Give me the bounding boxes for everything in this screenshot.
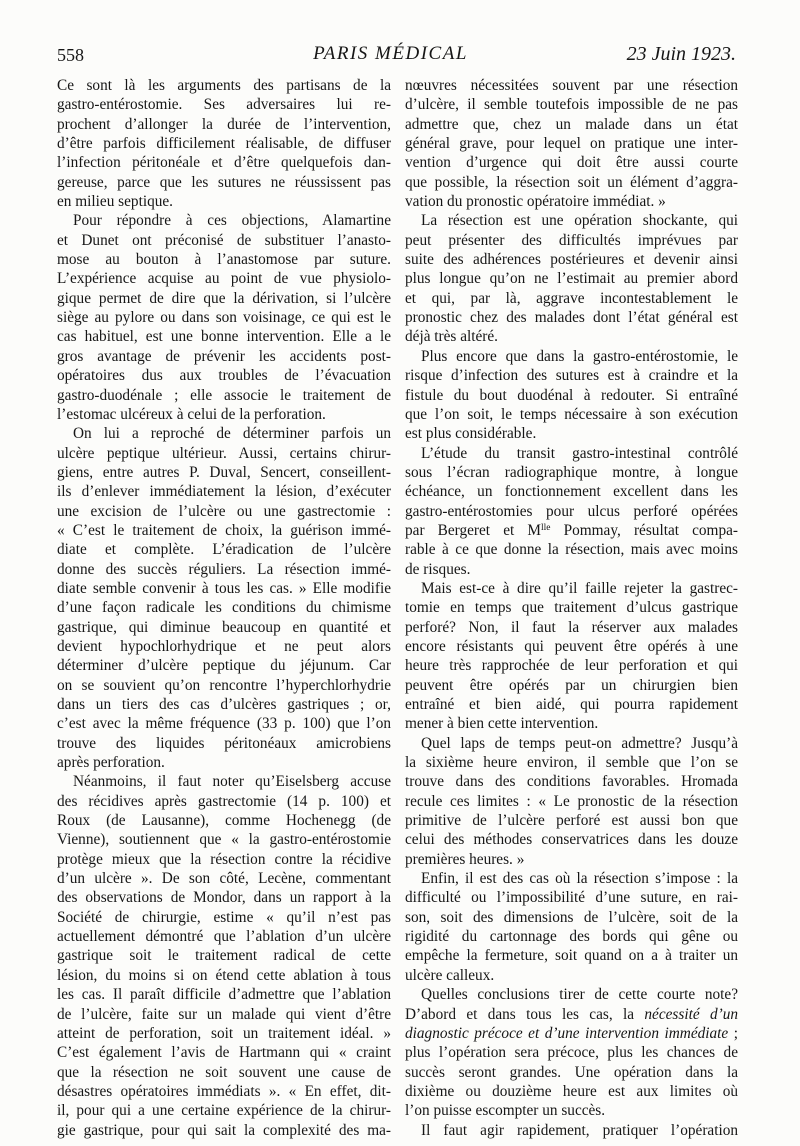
paragraph bbox=[405, 985, 738, 1120]
text-line: tomie en temps que traitement d’ulcus gastrique bbox=[405, 599, 738, 617]
text-line: L’étude du transit gastro-intestinal contrôlé bbox=[421, 444, 738, 462]
text-line: succès seront grandes. Une opération dans la bbox=[405, 1063, 738, 1081]
text-run: D’abord et dans tous les cas, la bbox=[405, 1005, 645, 1023]
text-line: Ce sont là les arguments des partisans de la bbox=[57, 77, 391, 94]
text-line: déterminer d’ulcère peptique du jéjunum. Car bbox=[57, 657, 391, 675]
paragraph bbox=[405, 76, 738, 211]
text-line: premières heures. » bbox=[405, 850, 525, 868]
text-line: « C’est le traitement de choix, la guérison immé- bbox=[57, 521, 391, 539]
text-line: et qui, par là, aggrave incontestablement le bbox=[405, 289, 738, 307]
text-line: est plus considérable. bbox=[405, 425, 537, 443]
text-line: gros avantage de prévenir les accidents post- bbox=[57, 347, 391, 365]
text-line: vention d’urgence qui doit être aussi courte bbox=[405, 154, 738, 172]
text-line: plus l’opération sera précoce, plus les chances de bbox=[405, 1044, 738, 1062]
text-line: C’est également l’avis de Hartmann qui « craint bbox=[57, 1044, 391, 1062]
paragraph bbox=[405, 211, 738, 346]
paragraph bbox=[57, 772, 391, 1140]
text-line: échéance, un fonctionnement excellent dans les bbox=[405, 483, 738, 501]
text-line: cas habituel, est une bonne intervention. Elle a le bbox=[57, 328, 391, 346]
paragraph bbox=[405, 1121, 738, 1140]
text-line: admettre que, chez un malade dans un état bbox=[405, 115, 738, 133]
text-line: Quel laps de temps peut-on admettre? Jusqu’à bbox=[421, 734, 738, 752]
text-line: ulcère peptique ultérieur. Aussi, certains chirur- bbox=[57, 444, 391, 462]
text-line: que la résection ne soit souvent une cause de bbox=[57, 1063, 391, 1081]
text-line: l’infection péritonéale et d’être quelquefois dan- bbox=[57, 154, 391, 172]
text-line: nœuvres nécessitées souvent par une résection bbox=[405, 77, 738, 94]
text-line: suite des adhérences postérieures et devenir ainsi bbox=[405, 251, 738, 269]
paragraph bbox=[405, 869, 738, 985]
text-run: par Bergeret et M bbox=[405, 521, 541, 539]
text-line: l’estomac ulcéreux à celui de la perforation. bbox=[57, 405, 326, 423]
text-line: vation du pronostic opératoire immédiat. » bbox=[405, 193, 666, 211]
italic-text: diagnostic précoce et d’une intervention immédiate bbox=[405, 1024, 729, 1042]
text-line: d’un ulcère ». De son côté, Lecène, commentant bbox=[57, 870, 391, 888]
text-line: trouve des liquides péritonéaux amicrobiens bbox=[57, 734, 391, 752]
text-line: gie gastrique, pour qui sait la complexité des ma- bbox=[57, 1121, 391, 1139]
paragraph bbox=[57, 424, 391, 772]
text-line: pronostic chez des malades dont l’état général est bbox=[405, 309, 738, 327]
text-line: les cas. Il paraît difficile d’admettre que l’ablation bbox=[57, 986, 391, 1004]
text-line: que possible, la résection soit un élément d’aggra- bbox=[405, 173, 738, 191]
text-line: en milieu septique. bbox=[57, 193, 173, 211]
text-line: son, soit des dimensions de l’ulcère, soit de la bbox=[405, 908, 738, 926]
text-line: ils d’enlever immédiatement la lésion, d’exécuter bbox=[57, 483, 391, 501]
text-line: et Dunet ont préconisé de substituer l’anasto- bbox=[57, 231, 391, 249]
text-line: Roux (de Lausanne), comme Hochenegg (de bbox=[57, 812, 391, 830]
text-line: donne des succès réguliers. La résection immé- bbox=[57, 560, 391, 578]
text-line: Vienne), soutiennent que « la gastro-entérostomie bbox=[57, 831, 391, 849]
paragraph bbox=[405, 579, 738, 734]
text-line: que l’on soit, le temps nécessaire à son exécution bbox=[405, 405, 738, 423]
text-line: Enfin, il est des cas où la résection s’impose : la bbox=[421, 870, 738, 888]
text-line: désastres opératoires immédiats ». « En effet, dit- bbox=[57, 1082, 391, 1100]
paragraph bbox=[57, 211, 391, 424]
text-line: une excision de l’ulcère ou une gastrectomie : bbox=[57, 502, 391, 520]
text-line: difficulté ou l’impossibilité d’une suture, en rai- bbox=[405, 889, 738, 907]
text-line: encore résistants qui peuvent être opérés à une bbox=[405, 637, 738, 655]
text-line: fistule du bout duodénal à redouter. Si entraîné bbox=[405, 386, 738, 404]
text-line: lésion, du moins si on étend cette ablation à tous bbox=[57, 966, 391, 984]
text-line: L’expérience acquise au point de vue physiolo- bbox=[57, 270, 391, 288]
text-line: prochent d’allonger la durée de l’intervention, bbox=[57, 115, 391, 133]
text-line: On lui a reproché de déterminer parfois un bbox=[73, 425, 391, 443]
text-line: d’ulcère, il semble toutefois impossible de ne pas bbox=[405, 96, 738, 114]
text-line: heure très rapprochée de leur perforation et qui bbox=[405, 657, 738, 675]
paragraph bbox=[405, 734, 738, 869]
text-line: Mais est-ce à dire qu’il faille rejeter la gastrec- bbox=[421, 579, 738, 597]
text-line: gastro-entérostomies pour ulcus perforé opérées bbox=[405, 502, 738, 520]
text-line: peut présenter des difficultés imprévues par bbox=[405, 231, 738, 249]
text-line: gastro-entérostomie. Ses adversaires lui re- bbox=[57, 96, 391, 114]
text-line: mener à bien cette intervention. bbox=[405, 715, 599, 733]
text-line bbox=[405, 1005, 738, 1024]
text-line: Il faut agir rapidement, pratiquer l’opération bbox=[421, 1121, 738, 1139]
paragraph bbox=[57, 76, 391, 211]
text-line: siège au pylore ou dans son voisinage, ce qui est le bbox=[57, 309, 391, 327]
text-line: mose au bouton à l’anastomose par suture. bbox=[57, 251, 391, 269]
running-header bbox=[57, 42, 738, 70]
issue-date: 23 Juin 1923. bbox=[626, 43, 736, 65]
text-line: primitive de l’ulcère perforé est aussi bon que bbox=[405, 812, 738, 830]
text-line: rigidité du cartonnage des bords qui gêne ou bbox=[405, 928, 738, 946]
text-column-right bbox=[405, 76, 738, 1140]
text-line: des observations de Mondor, dans un rapport à la bbox=[57, 889, 391, 907]
text-line: plus longue qu’on ne l’estimait au premier abord bbox=[405, 270, 738, 288]
text-line: entraîné et bien aidé, qui pourra rapidement bbox=[405, 696, 738, 713]
paragraph bbox=[405, 347, 738, 444]
text-line: d’une façon radicale les conditions du chimisme bbox=[57, 599, 391, 617]
text-line: rable à ce que donne la résection, mais avec moins bbox=[405, 541, 738, 559]
text-line: gique permet de dire que la dérivation, si l’ulcère bbox=[57, 289, 391, 307]
text-line: Quelles conclusions tirer de cette courte note? bbox=[421, 986, 738, 1004]
text-line: après perforation. bbox=[57, 754, 165, 772]
text-line: gastro-duodénale ; elle associe le traitement de bbox=[57, 386, 391, 404]
text-line: dixième ou douzième heure est aux limites où bbox=[405, 1082, 738, 1100]
text-line: on se souvient qu’on rencontre l’hyperchlorhydrie bbox=[57, 676, 391, 694]
text-run: ; bbox=[728, 1024, 738, 1042]
text-line: risque d’infection des sutures est à craindre et la bbox=[405, 367, 738, 385]
text-line: ulcère calleux. bbox=[405, 966, 495, 984]
text-line: opératoires dus aux troubles de l’évacuation bbox=[57, 367, 391, 385]
text-line: sous l’écran radiographique montre, à longue bbox=[405, 463, 738, 481]
text-line: atteint de perforation, soit un traitement idéal. » bbox=[57, 1024, 391, 1042]
text-run: Pommay, résultat compa- bbox=[550, 521, 738, 539]
text-line: l’on puisse escompter un succès. bbox=[405, 1102, 606, 1120]
text-line: dans un tiers des cas d’ulcères gastriques ; or, bbox=[57, 696, 391, 713]
text-line: de l’ulcère, faite sur un malade qui vient d’être bbox=[57, 1005, 391, 1023]
text-line: peuvent être opérés par un chirurgien bien bbox=[405, 676, 738, 694]
text-line: la sixième heure environ, il semble que l’on se bbox=[405, 754, 738, 772]
text-line bbox=[405, 521, 738, 540]
text-line: perforé? Non, il faut la réserver aux malades bbox=[405, 618, 738, 636]
paragraph bbox=[405, 444, 738, 579]
journal-title: PARIS MÉDICAL bbox=[313, 43, 468, 64]
text-line: protège mieux que la résection contre la récidive bbox=[57, 850, 391, 868]
text-line: des récidives après gastrectomie (14 p. 100) et bbox=[57, 792, 391, 810]
text-line: Pour répondre à ces objections, Alamartine bbox=[73, 212, 391, 230]
text-line: général grave, pour lequel on pratique une inter- bbox=[405, 135, 738, 153]
text-line: diate et complète. L’éradication de l’ulcère bbox=[57, 541, 391, 559]
text-line: giens, entre autres P. Duval, Sencert, conseillent- bbox=[57, 463, 391, 481]
text-line: La résection est une opération shockante, qui bbox=[421, 212, 738, 230]
text-line: gereuse, parce que les sutures ne réussissent pas bbox=[57, 173, 391, 191]
text-column-left bbox=[57, 76, 391, 1140]
text-line: c’est avec la même fréquence (33 p. 100) que l’on bbox=[57, 715, 391, 733]
superscript-text: lle bbox=[540, 522, 551, 533]
text-line: Société de chirurgie, estime « qu’il n’est pas bbox=[57, 908, 391, 926]
text-line: actuellement démontré que l’ablation d’un ulcère bbox=[57, 928, 391, 946]
text-line: trouve dans des conditions favorables. Hromada bbox=[405, 773, 738, 791]
text-line: il, pour qui a une certaine expérience de la chirur- bbox=[57, 1102, 391, 1120]
text-line: d’être parfois difficilement réalisable, de diffuser bbox=[57, 135, 391, 153]
text-line: celui des méthodes conservatrices dans les douze bbox=[405, 831, 738, 849]
text-line: empêche la fermeture, soit quand on a à traiter un bbox=[405, 947, 738, 965]
page-number: 558 bbox=[57, 45, 84, 65]
text-line: recule ces limites : « Le pronostic de la résection bbox=[405, 792, 738, 810]
text-line: devient hypochlorhydrique et ne peut alors bbox=[57, 637, 391, 655]
text-line: gastrique, qui diminue beaucoup en quantité et bbox=[57, 618, 391, 636]
italic-text: nécessité d’un bbox=[644, 1005, 738, 1023]
text-line: déjà très altéré. bbox=[405, 328, 498, 346]
text-line: gastrique soit le traitement radical de cette bbox=[57, 947, 391, 965]
text-line: Plus encore que dans la gastro-entérostomie, le bbox=[421, 347, 738, 365]
text-line: Néanmoins, il faut noter qu’Eiselsberg accuse bbox=[73, 773, 391, 791]
text-line: diate semble convenir à tous les cas. » Elle modifie bbox=[57, 579, 391, 597]
text-line bbox=[405, 1024, 738, 1043]
text-line: de risques. bbox=[405, 560, 471, 578]
